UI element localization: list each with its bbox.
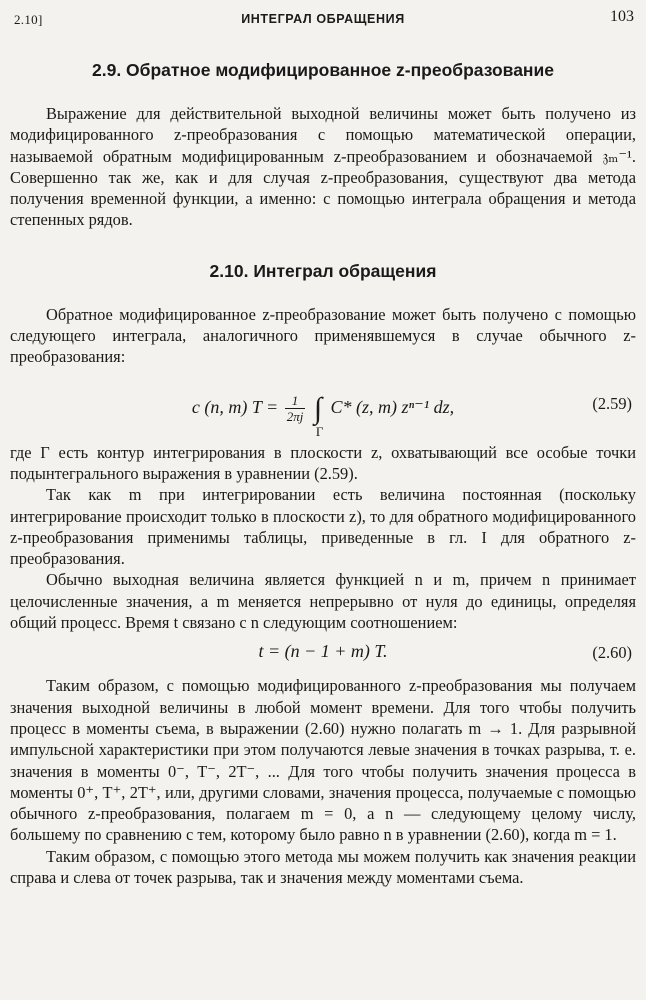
header-running-title: ИНТЕГРАЛ ОБРАЩЕНИЯ xyxy=(241,12,405,26)
paragraph-output-function: Обычно выходная величина является функцией n и m, причем n принимает целочисленные значения, а m меняется непрерывно от нуля до единицы, определяя общий процесс. Время t связано с n следующим соотношением: xyxy=(10,570,636,633)
paragraph-conclusion: Таким образом, с помощью этого метода мы можем получить как значения реакции справа и слева от точек разрыва, так и значения между моментами съема. xyxy=(10,846,636,888)
equation-2-59-lhs: c (n, m) T = xyxy=(191,396,279,417)
equation-2-60-number: (2.60) xyxy=(592,643,632,663)
book-page xyxy=(10,8,636,888)
fraction-numerator: 1 xyxy=(285,393,306,409)
section-2-9-paragraph: Выражение для действительной выходной величины может быть получено из модифицированного z-преобразования с помощью математической операции, называемой обратным модифицированным z-преобразованием и обозначаемой 𝔷ₘ⁻¹. Совершенно так же, как и для случая z-преобразования, существуют два метода получения временной функции, а именно: с помощью интеграла обращения и метода степенных рядов. xyxy=(10,104,636,230)
paragraph-constant-m: Так как m при интегрировании есть величина постоянная (поскольку интегрирование происходит только в плоскости z), то для обратного модифицированного z-преобразования применимы таблицы, приведенные в гл. I для обратного z-преобразования. xyxy=(10,485,636,569)
equation-2-60 xyxy=(10,637,636,675)
paragraph-sampling-moments: Таким образом, с помощью модифицированного z-преобразования мы получаем значения выходной величины в любой момент времени. Для того чтобы получить процесс в моменты съема, в выражении (2.60) нужно полагать m → 1. Для разрывной импульсной характеристики при этом получаются левые значения в точках разрыва, т. е. значения в моменты 0⁻, T⁻, 2T⁻, ... Для того чтобы получить значения процесса в моменты 0⁺, T⁺, 2T⁺, или, другими словами, значения процесса, получаемые с помощью обычного z-преобразования, полагаем m = 0, а n — следующему целому числу, большему по сравнению с тем, которому было равно n в уравнении (2.60), когда m = 1. xyxy=(10,676,636,845)
equation-2-60-expr: t = (n − 1 + m) T. xyxy=(258,641,388,662)
section-2-10-title: 2.10. Интеграл обращения xyxy=(209,260,437,281)
integral-contour-label: Γ xyxy=(315,423,324,439)
equation-2-59 xyxy=(10,376,636,442)
running-header xyxy=(10,8,636,30)
page-number: 103 xyxy=(610,8,634,25)
equation-2-59-number: (2.59) xyxy=(592,393,632,413)
fraction-denominator: 2πj xyxy=(286,409,304,425)
equation-2-59-integrand: C* (z, m) zⁿ⁻¹ dz, xyxy=(330,396,455,417)
section-2-9-title: 2.9. Обратное модифицированное z-преобразование xyxy=(92,60,554,80)
paragraph-contour: где Γ есть контур интегрирования в плоскости z, охватывающий все особые точки подынтегрального выражения в уравнении (2.59). xyxy=(10,442,636,483)
section-2-10-intro: Обратное модифицированное z-преобразование может быть получено с помощью следующего интеграла, аналогичного применявшемуся в случае обычного z-преобразования: xyxy=(10,304,636,367)
equation-2-59-fraction xyxy=(285,393,306,424)
integral-sign: ∫ Γ xyxy=(313,391,324,439)
header-section-ref: 2.10] xyxy=(14,12,43,27)
